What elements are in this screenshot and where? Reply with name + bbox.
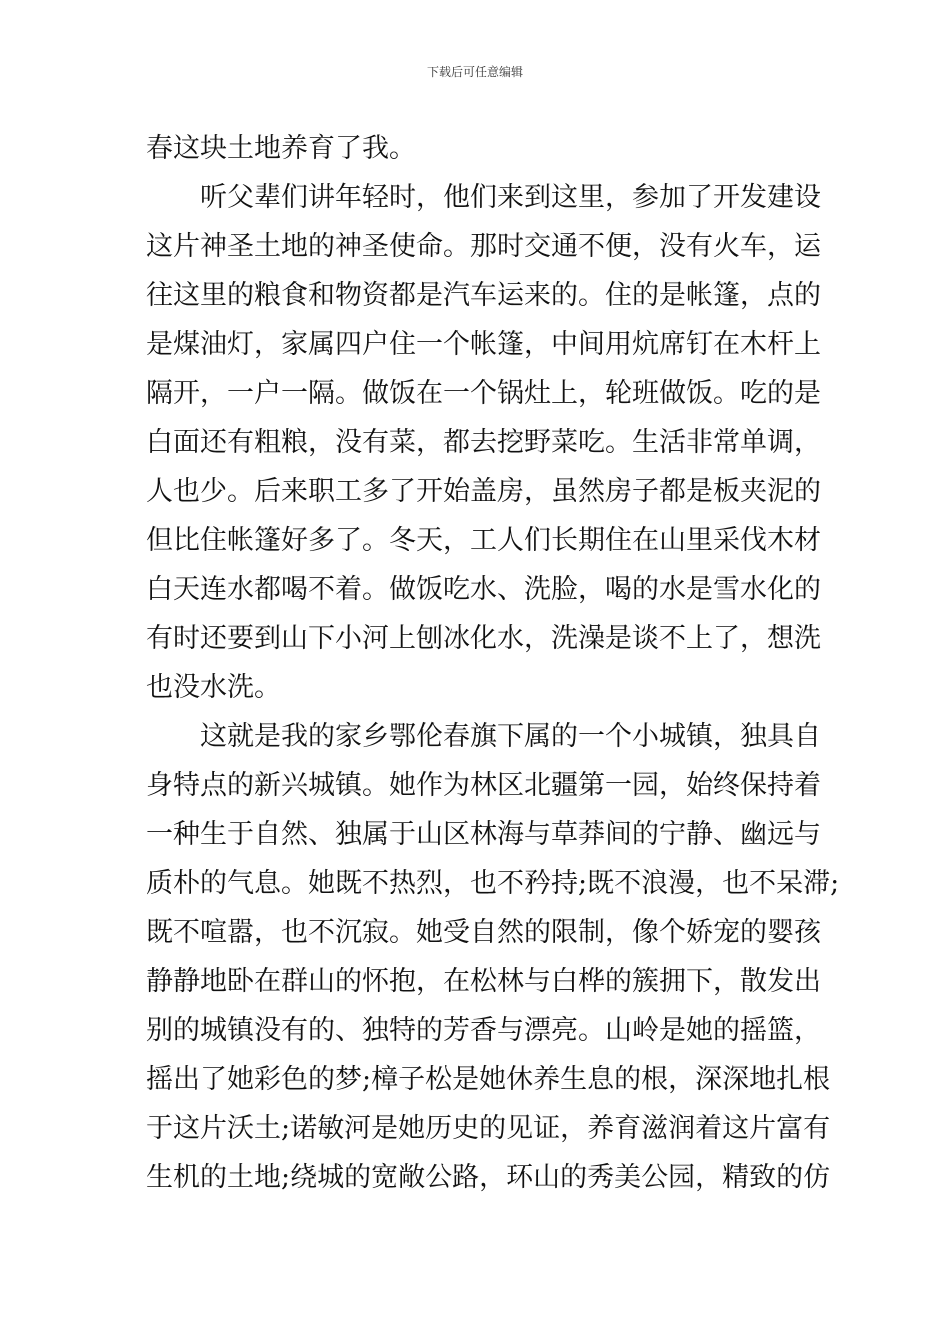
text-line: 有时还要到山下小河上刨冰化水，洗澡是谈不上了，想洗 <box>146 623 821 654</box>
paragraph-start-line: 这就是我的家乡鄂伦春旗下属的一个小城镇，独具自 <box>200 721 821 752</box>
text-line: 于这片沃土;诺敏河是她历史的见证，养育滋润着这片富有 <box>146 1113 831 1144</box>
text-line: 隔开，一户一隔。做饭在一个锅灶上，轮班做饭。吃的是 <box>146 378 821 409</box>
paragraph-start-line: 听父辈们讲年轻时，他们来到这里，参加了开发建设 <box>200 182 821 213</box>
text-line: 白天连水都喝不着。做饭吃水、洗脸，喝的水是雪水化的 <box>146 574 821 605</box>
text-line: 生机的土地;绕城的宽敞公路，环山的秀美公园，精致的仿 <box>146 1162 831 1193</box>
text-line: 质朴的气息。她既不热烈，也不矜持;既不浪漫，也不呆滞; <box>146 868 840 899</box>
text-line: 往这里的粮食和物资都是汽车运来的。住的是帐篷，点的 <box>146 280 821 311</box>
text-line: 别的城镇没有的、独特的芳香与漂亮。山岭是她的摇篮， <box>146 1015 821 1046</box>
text-line: 但比住帐篷好多了。冬天，工人们长期住在山里采伐木材 <box>146 525 821 556</box>
page-header: 下载后可任意编辑 <box>426 65 523 79</box>
text-line: 摇出了她彩色的梦;樟子松是她休养生息的根，深深地扎根 <box>146 1064 831 1095</box>
body-text <box>146 124 840 1202</box>
text-line: 白面还有粗粮，没有菜，都去挖野菜吃。生活非常单调， <box>146 427 821 458</box>
text-line: 一种生于自然、独属于山区林海与草莽间的宁静、幽远与 <box>146 819 821 850</box>
text-line: 也没水洗。 <box>146 672 281 703</box>
text-line: 身特点的新兴城镇。她作为林区北疆第一园，始终保持着 <box>146 770 821 801</box>
text-line: 是煤油灯，家属四户住一个帐篷，中间用炕席钉在木杆上 <box>146 329 821 360</box>
text-line: 人也少。后来职工多了开始盖房，虽然房子都是板夹泥的 <box>146 476 821 507</box>
text-line: 这片神圣土地的神圣使命。那时交通不便，没有火车，运 <box>146 231 821 262</box>
text-line: 静静地卧在群山的怀抱，在松林与白桦的簇拥下，散发出 <box>146 966 821 997</box>
text-line: 既不喧嚣，也不沉寂。她受自然的限制，像个娇宠的婴孩 <box>146 917 821 948</box>
text-line: 春这块土地养育了我。 <box>146 133 416 164</box>
